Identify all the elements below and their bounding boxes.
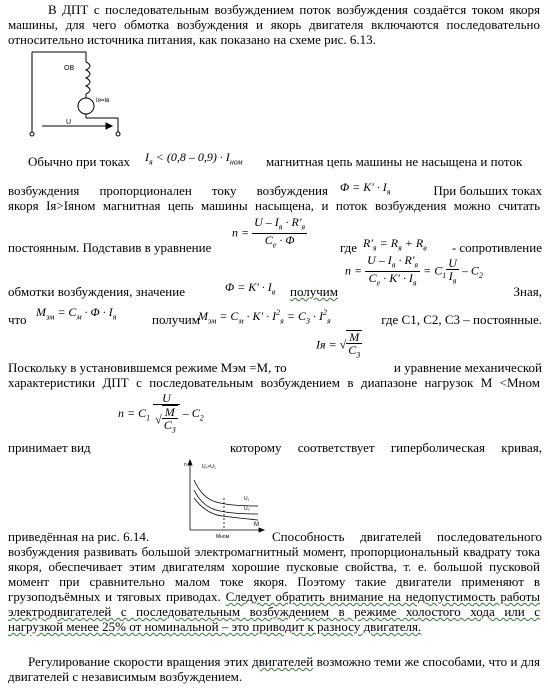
text-segment: приведённая на рис. 6.14. [8,529,150,544]
text-segment: характеристики ДПТ с последовательным возбуждением в диапазоне нагрузок М <Мном [8,375,540,390]
text-segment: обмотки возбуждения, значение [8,284,185,299]
formula-speed-1: n = $\frac{U - I_я \cdot R'_я}{C_e \cdot \Phi}$ [232,215,306,250]
formula-current-sqrt: Iя = √ $\frac{M}{C_3}$ [316,330,361,360]
text-segment: - сопротивление [451,240,542,255]
text-segment: Поскольку в установившемся режиме Мэм =М, то [8,360,287,375]
graph-label-u1: U₁ [244,496,250,502]
terminal-left [30,132,34,136]
text-segment: двигателей [252,654,314,669]
text-segment: что [8,312,27,327]
text-segment: Обычно при токах [28,154,131,169]
paragraph-properties [8,544,540,634]
formula-speed-2: n = $\frac{U - I_я \cdot R'_я}{C_e \cdot K' \cdot I_я}$ = $C_1$ $\frac{U}{I_я}$ – $C_2$ [345,253,483,288]
text-segment: Способность двигателей последовательного [272,529,542,544]
formula-resistance: $R'_я = R_я + R_в$ [363,236,427,253]
text-segment: где [340,240,358,255]
text-segment: Зная, [513,284,542,299]
graph-label-m: M [254,522,259,528]
text-segment: якоря Iя>Iяном магнитная цепь машины насыщена, и поток возбуждения можно считать [8,198,540,213]
text-segment: возбуждения развивать большой электромагнитный момент, пропорциональный квадрату тока якоря, обеспечивает этим двигателям хорошие пусковые свойства, т. е. большой пусковой момент при сравнительно малом токе якоря. Поэтому такие двигатели применяют в грузоподъёмных и тяговых приводах. [8,544,540,604]
paragraph-intro: В ДПТ с последовательным возбуждением поток возбуждения создаётся током якоря машины, для чего обмотка возбуждения и якорь двигателя включаются последовательно относительно источника питания, как показано на схеме рис. 6.13. [8,2,540,47]
formula-mech-characteristic: $n = C_1$ U √ $\frac{M}{C_3}$ – $C_2$ [118,391,204,435]
text-segment: принимает вид [8,440,91,455]
text-segment: При больших токах [433,183,542,198]
curve-u1 [194,480,258,506]
text-segment: постоянным. Подставив в уравнение [8,240,212,255]
graph-label-u2: U₂ [244,506,250,512]
formula-torque-1: $M_{эм} = C_м \cdot \Phi \cdot I_я$ [36,305,117,322]
text-segment: получим [152,312,200,327]
u-label: U [66,119,72,126]
motor-armature-icon [78,98,94,114]
circuit-diagram [28,48,132,144]
text-segment: которому соответствует гиперболическая кривая, [230,440,542,455]
speed-torque-graph [182,458,266,540]
graph-label-top: U₁>U₂ [202,464,216,470]
warning-text: Следует обратить внимание на недопустимость работы электродвигателей с последовательным возбуждением в режиме холостого хода или с нагрузкой менее 25% от номинальной – это приводит к разносу двигателя. [8,589,540,634]
graph-label-n: n [184,462,187,468]
text-segment: получим [290,284,338,299]
text-segment: и уравнение механической [393,360,542,375]
field-winding-icon [86,62,90,94]
graph-label-mnom: Мном [216,534,230,540]
text-segment: Регулирование скорости вращения этих [28,654,249,669]
ob-label: ОВ [64,65,75,72]
paragraph-regulation [8,654,540,684]
text-segment: возбуждения пропорционален току возбуждения [8,183,328,198]
formula-torque-2: $M_{эм} = C_м \cdot K' \cdot I^2_я = C_3 \cdot I^2_я$ [198,308,331,326]
terminal-right [116,132,120,136]
motor-label: Iя=Iв [96,98,110,104]
formula-flux-iv: $\Phi = K' \cdot I_в$ [225,280,276,297]
text-segment: где C1, C2, C3 – постоянные. [381,312,542,327]
formula-current-range: $I_я < (0,8 - 0,9) \cdot I_{ном}$ [145,150,243,167]
text-segment: магнитная цепь машины не насыщена и поток [266,154,523,169]
text-segment: возможно теми же способами, что и для двигателей с независимым возбуждением. [8,654,540,684]
formula-flux-ia: $\Phi = K' \cdot I_я$ [340,180,391,197]
